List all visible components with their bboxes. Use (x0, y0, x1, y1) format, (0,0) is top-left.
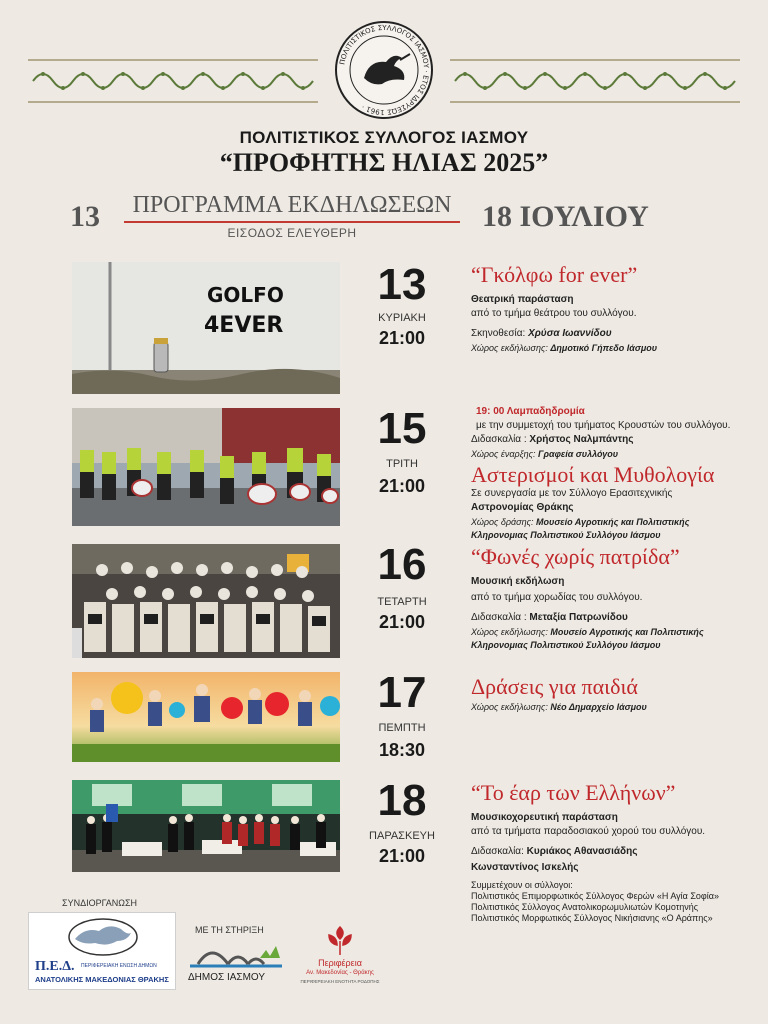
director-name: Χρύσα Ιωαννίδου (528, 328, 612, 339)
event-2-day: 15 (377, 404, 427, 453)
bridge-icon (190, 940, 282, 970)
club-seal-logo (334, 20, 434, 120)
venue-label: Χώρος εκδήλωσης: (471, 702, 548, 712)
event-5-title: “Το έαρ των Ελλήνων” (471, 780, 676, 805)
event-photo-drummers (72, 408, 340, 526)
event-2-weekday: ΤΡΙΤΗ (386, 458, 418, 470)
graffiti-line-2: 4EVER (204, 313, 284, 338)
program-label: ΠΡΟΓΡΑΜΜΑ ΕΚΔΗΛΩΣΕΩΝ (132, 192, 452, 218)
event-1-time: 21:00 (378, 328, 426, 348)
perifereia-sub: Αν. Μακεδονίας - Θράκης (306, 970, 374, 976)
venue-label: Χώρος δράσης: (471, 517, 534, 527)
event-5-participant: Πολιτιστικός Σύλλογος Ανατολικορωμυλιωτών Κομοτηνής (471, 902, 699, 912)
event-photo-children-balloons (72, 672, 340, 762)
event-5-time: 21:00 (378, 846, 426, 866)
event-1-director (471, 328, 612, 339)
event-5-teacher-2: Κωνσταντίνος Ισκελής (471, 862, 579, 873)
date-from: 13 (70, 200, 100, 233)
event-3-time: 21:00 (378, 612, 426, 632)
event-photo-choir (72, 544, 340, 658)
date-to: 18 ΙΟΥΛΙΟΥ (482, 200, 649, 233)
event-1-type: Θεατρική παράσταση (471, 294, 574, 305)
event-2-pre-desc: με την συμμετοχή του τμήματος Κρουστών του συλλόγου. (476, 420, 731, 431)
event-3-venue-line-2: Κληρονομιας Πολιτιστικού Συλλόγου Ιάσμου (471, 640, 661, 650)
event-5-weekday: ΠΑΡΑΣΚΕΥΗ (369, 830, 435, 842)
perifereia-unit: ΠΕΡΙΦΕΡΕΙΑΚΗ ΕΝΟΤΗΤΑ ΡΟΔΟΠΗΣ (300, 979, 380, 984)
venue-label: Χώρος εκδήλωσης: (471, 627, 548, 637)
event-2-collab-2: Αστρονομίας Θράκης (471, 502, 574, 513)
ped-name: ΑΝΑΤΟΛΙΚΗΣ ΜΑΚΕΔΟΝΙΑΣ ΘΡΑΚΗΣ (35, 975, 169, 984)
support-label: ΜΕ ΤΗ ΣΤΗΡΙΞΗ (195, 925, 264, 935)
event-2-pre-time: 19: 00 Λαμπαδηδρομία (476, 406, 585, 417)
event-1-by: από το τμήμα θεάτρου του συλλόγου. (471, 308, 637, 319)
event-4-weekday: ΠΕΜΠΤΗ (378, 722, 426, 734)
ped-abbr: Π.Ε.Δ. (35, 959, 75, 974)
event-1-weekday: ΚΥΡΙΑΚΗ (378, 312, 426, 324)
venue-name: Δημοτικό Γήπεδο Ιάσμου (550, 343, 658, 353)
event-3-day: 16 (377, 540, 427, 589)
event-5-participant: Πολιτιστικός Επιμορφωτικός Σύλλογος Φερών «Η Αγία Σοφία» (471, 891, 719, 901)
festival-title: “ΠΡΟΦΗΤΗΣ ΗΛΙΑΣ 2025” (219, 148, 549, 177)
decorative-ornament-right (450, 56, 740, 106)
event-2-venue (471, 517, 689, 527)
event-3-weekday: ΤΕΤΑΡΤΗ (377, 596, 427, 608)
event-3-title: “Φωνές χωρίς πατρίδα” (471, 544, 680, 569)
event-1-venue (471, 343, 657, 353)
perifereia-emblem-icon (325, 925, 355, 957)
teacher-name: Μεταξία Πατρωνίδου (529, 612, 628, 623)
event-1-title: “Γκόλφω for ever” (471, 262, 638, 287)
start-place: Γραφεία συλλόγου (538, 449, 619, 459)
event-5-participants-label: Συμμετέχουν οι σύλλογοι: (471, 880, 573, 890)
event-2-title: Αστερισμοί και Μυθολογία (471, 462, 715, 487)
teacher-name: Χρήστος Ναλμπάντης (529, 434, 634, 445)
venue-name-line-1: Μουσείο Αγροτικής και Πολιτιστικής (550, 627, 704, 637)
graffiti-line-1: GOLFO (207, 283, 284, 307)
event-3-type: Μουσική εκδήλωση (471, 576, 565, 587)
director-label: Σκηνοθεσία: (471, 328, 526, 339)
event-2-pre-start (471, 449, 618, 459)
organization-title: ΠΟΛΙΤΙΣΤΙΚΟΣ ΣΥΛΛΟΓΟΣ ΙΑΣΜΟΥ (239, 128, 529, 147)
event-4-time: 18:30 (378, 740, 426, 760)
event-2-venue-line-2: Κληρονομιας Πολιτιστικού Συλλόγου Ιάσμου (471, 530, 661, 540)
start-label: Χώρος έναρξης: (471, 449, 536, 459)
dimos-iasmou-logo (186, 940, 286, 988)
event-2-time: 21:00 (378, 476, 426, 496)
event-4-day: 17 (377, 668, 427, 717)
event-5-teacher (471, 846, 637, 857)
event-5-type: Μουσικοχορευτική παράσταση (471, 812, 618, 823)
ped-small-text: ΠΕΡΙΦΕΡΕΙΑΚΗ ΕΝΩΣΗ ΔΗΜΩΝ (81, 963, 157, 969)
decorative-ornament-left (28, 56, 318, 106)
event-photo-graffiti-wall (72, 262, 340, 394)
event-4-venue (471, 702, 647, 712)
perifereia-logo (290, 925, 390, 989)
venue-label: Χώρος εκδήλωσης: (471, 343, 548, 353)
event-5-by: από τα τμήματα παραδοσιακού χορού του συλλόγου. (471, 826, 706, 837)
event-5-day: 18 (377, 776, 427, 825)
co-organizer-label: ΣΥΝΔΙΟΡΓΑΝΩΣΗ (62, 898, 138, 908)
event-2-pre-teacher (471, 434, 633, 445)
event-4-title: Δράσεις για παιδιά (471, 674, 638, 699)
venue-name: Νέο Δημαρχείο Ιάσμου (550, 702, 647, 712)
ped-logo (28, 912, 176, 990)
program-divider (124, 221, 460, 223)
event-1-day: 13 (377, 260, 427, 309)
event-5-participant: Πολιτιστικός Μορφωτικός Σύλλογος Νικήσιανης «Ο Αράπης» (471, 913, 713, 923)
event-3-teacher (471, 612, 628, 623)
teacher-label: Διδασκαλία : (471, 434, 527, 445)
ped-map-icon (67, 917, 139, 957)
event-3-by: από το τμήμα χορωδίας του συλλόγου. (471, 592, 643, 603)
free-entry-label: ΕΙΣΟΔΟΣ ΕΛΕΥΘΕΡΗ (227, 226, 357, 240)
perifereia-name: Περιφέρεια (318, 958, 362, 968)
dimos-name: ΔΗΜΟΣ ΙΑΣΜΟΥ (188, 972, 266, 983)
teacher-label: Διδασκαλία: (471, 846, 524, 857)
teacher-name-1: Κυριάκος Αθανασιάδης (526, 846, 638, 857)
svg-text:ΠΟΛΙΤΙΣΤΙΚΟΣ ΣΥΛΛΟΓΟΣ ΙΑΣΜΟΥ ·: ΠΟΛΙΤΙΣΤΙΚΟΣ ΣΥΛΛΟΓΟΣ ΙΑΣΜΟΥ · ΕΤΟΣ ΙΔΡΥΣΕΩΣ 1961 · (338, 23, 431, 117)
event-2-collab-1: Σε συνεργασία με τον Σύλλογο Ερασιτεχνικής (471, 488, 673, 499)
event-3-venue (471, 627, 704, 637)
teacher-label: Διδασκαλία : (471, 612, 527, 623)
event-photo-traditional-dancers (72, 780, 340, 872)
venue-name-line-1: Μουσείο Αγροτικής και Πολιτιστικής (536, 517, 690, 527)
